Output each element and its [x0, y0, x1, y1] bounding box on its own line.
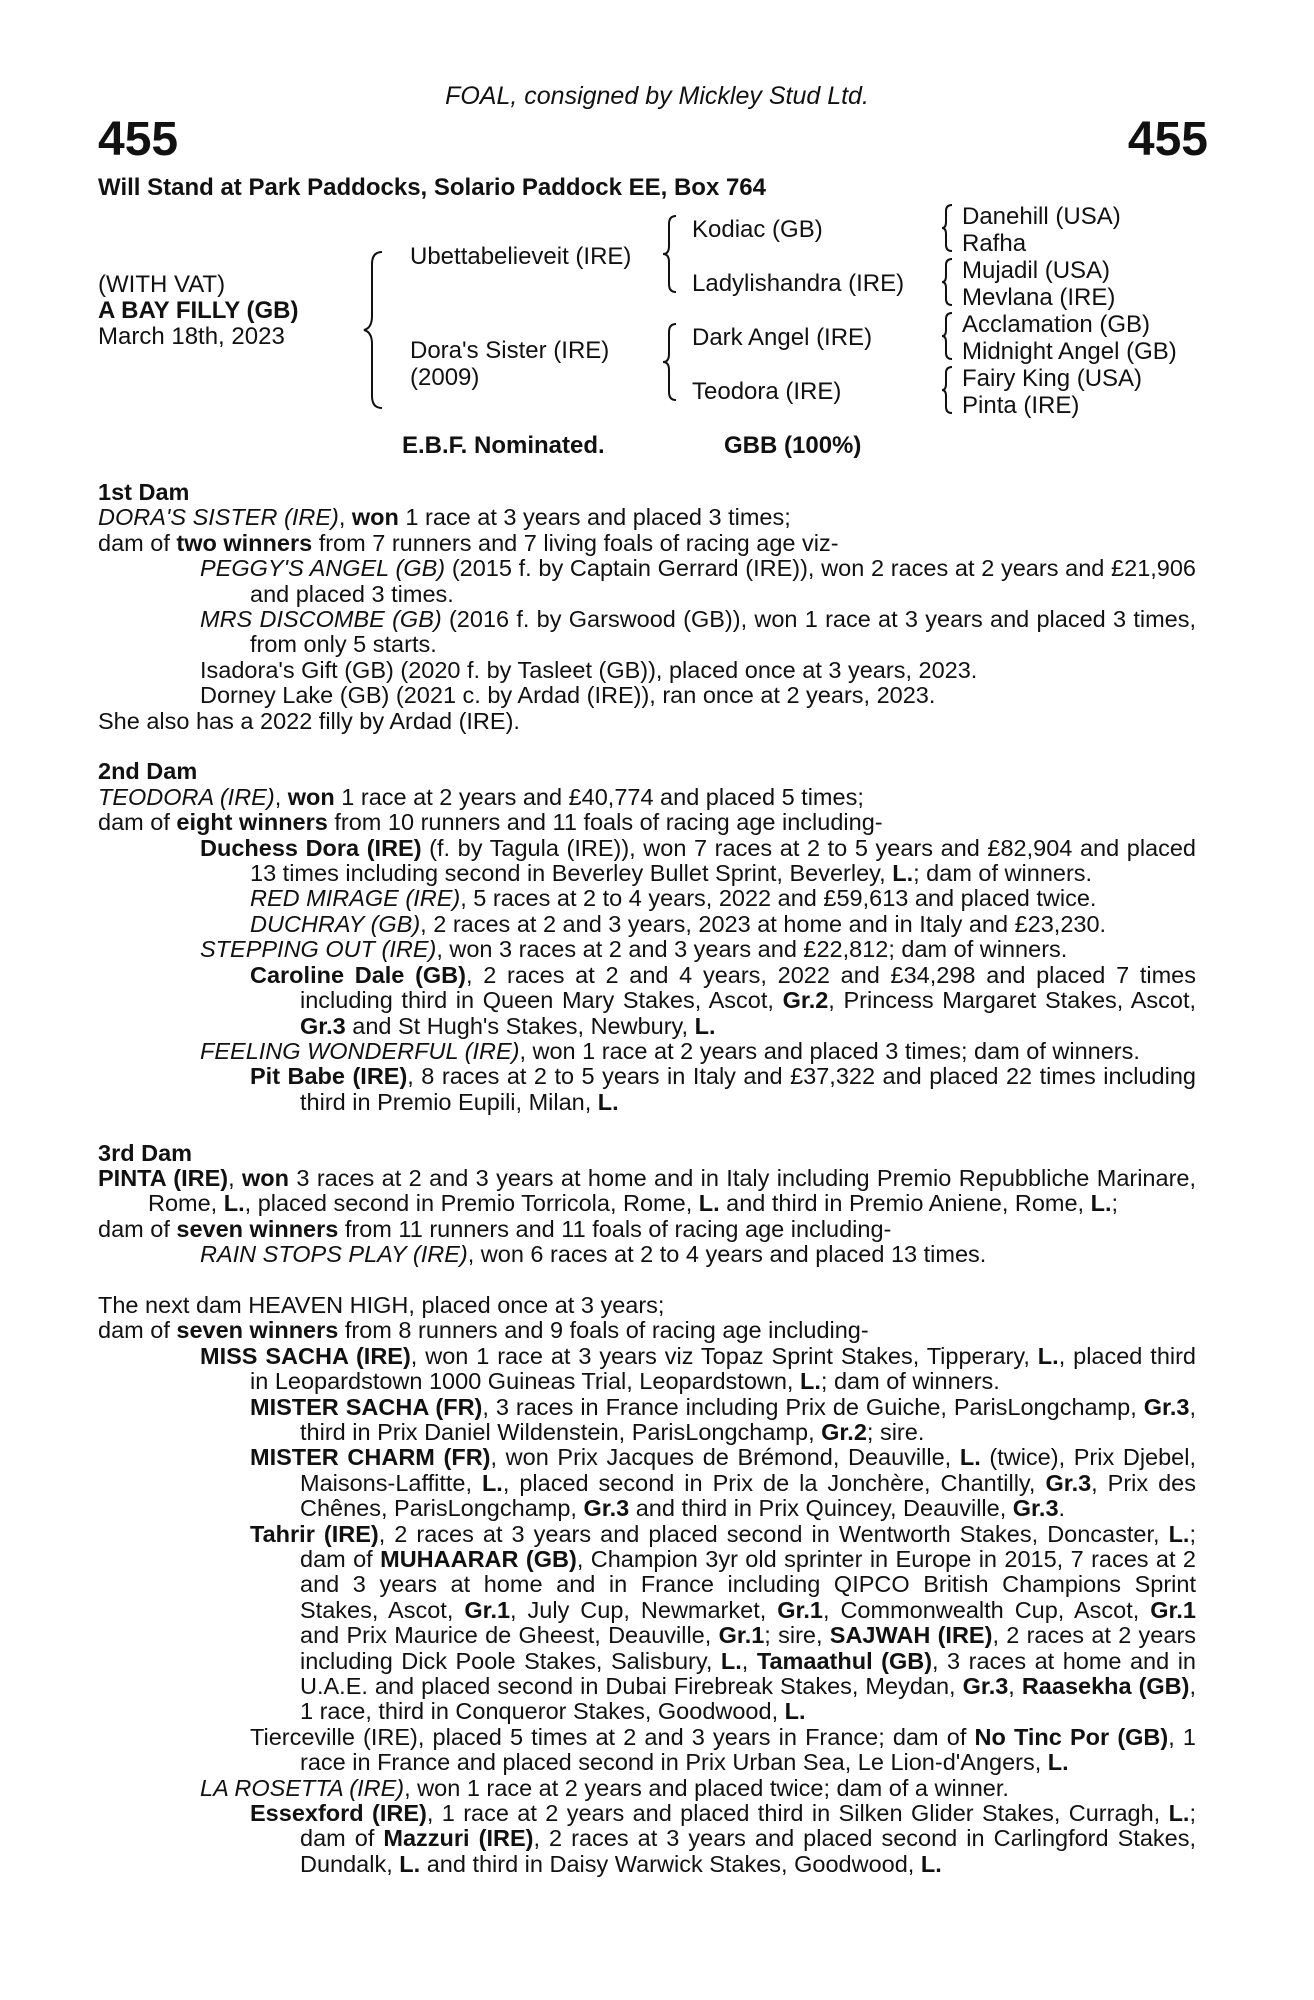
pedigree-brace-g3-3 [940, 311, 956, 361]
vat-note: (WITH VAT) [98, 271, 226, 298]
consignor-line: FOAL, consigned by Mickley Stud Ltd. [445, 82, 869, 110]
pedigree-gen3-7: Fairy King (USA) [962, 365, 1143, 392]
tahrir: Tahrir (IRE), 2 races at 3 years and placed second in Wentworth Stakes, Doncaster, L.; dam of MUHAARAR (GB), Champion 3yr old sprinter in Europe in 2015, 7 races at 2 and 3 years at home and in France including QIPCO British Champions Sprint Stakes, Ascot, Gr.1, July Cup, Newmarket, Gr.1, Commonwealth Cup, Ascot, Gr.1 and Prix Maurice de Gheest, Deauville, Gr.1; sire, SAJWAH (IRE), 2 races at 2 years including Dick Poole Stakes, Salisbury, L., Tamaathul (GB), 3 races at home and in U.A.E. and placed second in Dubai Firebreak Stakes, Meydan, Gr.3, Raasekha (GB), 1 race, third in Conqueror Stakes, Goodwood, L. [250, 1520, 1197, 1725]
tierceville: Tierceville (IRE), placed 5 times at 2 and 3 years in France; dam of No Tinc Por (GB), 1 race in France and placed second in Prix Urban Sea, Le Lion-d'Angers, L. [250, 1723, 1196, 1776]
catalogue-body [98, 480, 1196, 1877]
stepping-out: STEPPING OUT (IRE), won 3 races at 2 and 3 years and £22,812; dam of winners. [200, 936, 1068, 963]
pedigree-gen3-3: Mujadil (USA) [962, 257, 1111, 284]
horse-name: A BAY FILLY (GB) [98, 297, 299, 324]
next-dam-line: The next dam HEAVEN HIGH, placed once at 3 years; [98, 1291, 665, 1318]
third-dam-heading: 3rd Dam [98, 1139, 193, 1166]
first-dam-line: DORA'S SISTER (IRE), won 1 race at 3 years and placed 3 times; [98, 504, 791, 531]
pit-babe: Pit Babe (IRE), 8 races at 2 to 5 years in Italy and £37,322 and placed 22 times including third in Premio Eupili, Milan, L. [250, 1063, 1196, 1115]
pedigree-gen3-5: Acclamation (GB) [962, 311, 1151, 338]
first-dam-produce-line: dam of two winners from 7 runners and 7 living foals of racing age viz- [98, 529, 839, 556]
pedigree-brace-main [360, 250, 390, 410]
pedigree-gen3-1: Danehill (USA) [962, 203, 1121, 230]
pedigree-gen2-4: Teodora (IRE) [692, 378, 842, 405]
pedigree-brace-g3-2 [940, 257, 956, 307]
pedigree-brace-dam [660, 322, 682, 402]
miss-sacha: MISS SACHA (IRE), won 1 race at 3 years viz Topaz Sprint Stakes, Tipperary, L., placed third in Leopardstown 1000 Guineas Trial, Leopardstown, L.; dam of winners. [200, 1342, 1197, 1395]
essexford: Essexford (IRE), 1 race at 2 years and placed third in Silken Glider Stakes, Curragh, L.; dam of Mazzuri (IRE), 2 races at 3 years and placed second in Carlingford Stakes, Dundalk, L. and third in Daisy Warwick Stakes, Goodwood, L. [250, 1800, 1196, 1877]
pedigree-brace-g3-1 [940, 203, 956, 253]
dam-name: Dora's Sister (IRE) [410, 337, 610, 364]
second-dam-heading: 2nd Dam [98, 758, 198, 785]
horse-dob: March 18th, 2023 [98, 323, 285, 350]
feeling-wonderful: FEELING WONDERFUL (IRE), won 1 race at 2 years and placed 3 times; dam of winners. [200, 1037, 1140, 1064]
produce-isadoras-gift: Isadora's Gift (GB) (2020 f. by Tasleet (GB)), placed once at 3 years, 2023. [200, 656, 978, 683]
pedigree-gen3-6: Midnight Angel (GB) [962, 338, 1177, 365]
caroline-dale: Caroline Dale (GB), 2 races at 2 and 4 years, 2022 and £34,298 and placed 7 times including third in Queen Mary Stakes, Ascot, Gr.2, Princess Margaret Stakes, Ascot, Gr.3 and St Hugh's Stakes, Newbury, L. [250, 961, 1196, 1039]
first-dam-heading: 1st Dam [98, 479, 190, 505]
second-dam-line: TEODORA (IRE), won 1 race at 2 years and £40,774 and placed 5 times; [98, 783, 864, 810]
duchray: DUCHRAY (GB), 2 races at 2 and 3 years, 2023 at home and in Italy and £23,230. [250, 910, 1107, 937]
ebf-nominated: E.B.F. Nominated. [402, 432, 605, 459]
stand-location: Will Stand at Park Paddocks, Solario Paddock EE, Box 764 [98, 174, 767, 201]
pedigree-gen3-2: Rafha [962, 230, 1027, 257]
produce-2022-filly: She also has a 2022 filly by Ardad (IRE). [98, 707, 520, 734]
pedigree-gen3-4: Mevlana (IRE) [962, 284, 1116, 311]
lot-number-left: 455 [98, 113, 179, 166]
mister-sacha: MISTER SACHA (FR), 3 races in France including Prix de Guiche, ParisLongchamp, Gr.3, third in Prix Daniel Wildenstein, ParisLongchamp, Gr.2; sire. [250, 1393, 1196, 1445]
second-dam-produce-line: dam of eight winners from 10 runners and 11 foals of racing age including- [98, 809, 883, 836]
duchess-dora: Duchess Dora (IRE) (f. by Tagula (IRE)), won 7 races at 2 to 5 years and £82,904 and placed 13 times including second in Beverley Bullet Sprint, Beverley, L.; dam of winners. [200, 834, 1197, 887]
gbb-status: GBB (100%) [724, 432, 862, 459]
next-dam-produce-line: dam of seven winners from 8 runners and 9 foals of racing age including- [98, 1317, 869, 1344]
sire-name: Ubettabelieveit (IRE) [410, 243, 632, 270]
pedigree-brace-g3-4 [940, 365, 956, 415]
pedigree-brace-sire [660, 214, 682, 294]
pedigree-gen2-3: Dark Angel (IRE) [692, 324, 873, 351]
pedigree-gen2-1: Kodiac (GB) [692, 216, 823, 243]
red-mirage: RED MIRAGE (IRE), 5 races at 2 to 4 years, 2022 and £59,613 and placed twice. [250, 885, 1097, 912]
pedigree-gen3-8: Pinta (IRE) [962, 392, 1080, 419]
pedigree-gen2-2: Ladylishandra (IRE) [692, 270, 905, 297]
produce-dorney-lake: Dorney Lake (GB) (2021 c. by Ardad (IRE)), ran once at 2 years, 2023. [200, 682, 936, 709]
third-dam-produce-line: dam of seven winners from 11 runners and 11 foals of racing age including- [98, 1215, 892, 1242]
mister-charm: MISTER CHARM (FR), won Prix Jacques de Brémond, Deauville, L. (twice), Prix Djebel, Maisons-Laffitte, L., placed second in Prix de la Jonchère, Chantilly, Gr.3, Prix des Chênes, ParisLongchamp, Gr.3 and third in Prix Quincey, Deauville, Gr.3. [250, 1444, 1196, 1522]
third-dam-line: PINTA (IRE), won 3 races at 2 and 3 years at home and in Italy including Premio Repubbliche Marinare, Rome, L., placed second in Premio Torricola, Rome, L. and third in Premio Aniene, Rome, L.; [98, 1164, 1196, 1217]
la-rosetta: LA ROSETTA (IRE), won 1 race at 2 years and placed twice; dam of a winner. [200, 1774, 1009, 1801]
lot-number-right: 455 [1127, 113, 1208, 166]
produce-peggys-angel: PEGGY'S ANGEL (GB) (2015 f. by Captain Gerrard (IRE)), won 2 races at 2 years and £21,906 and placed 3 times. [200, 555, 1196, 607]
dam-year: (2009) [410, 364, 480, 391]
produce-mrs-discombe: MRS DISCOMBE (GB) (2016 f. by Garswood (GB)), won 1 race at 3 years and placed 3 times, from only 5 starts. [200, 606, 1196, 658]
rain-stops-play: RAIN STOPS PLAY (IRE), won 6 races at 2 to 4 years and placed 13 times. [200, 1241, 987, 1268]
